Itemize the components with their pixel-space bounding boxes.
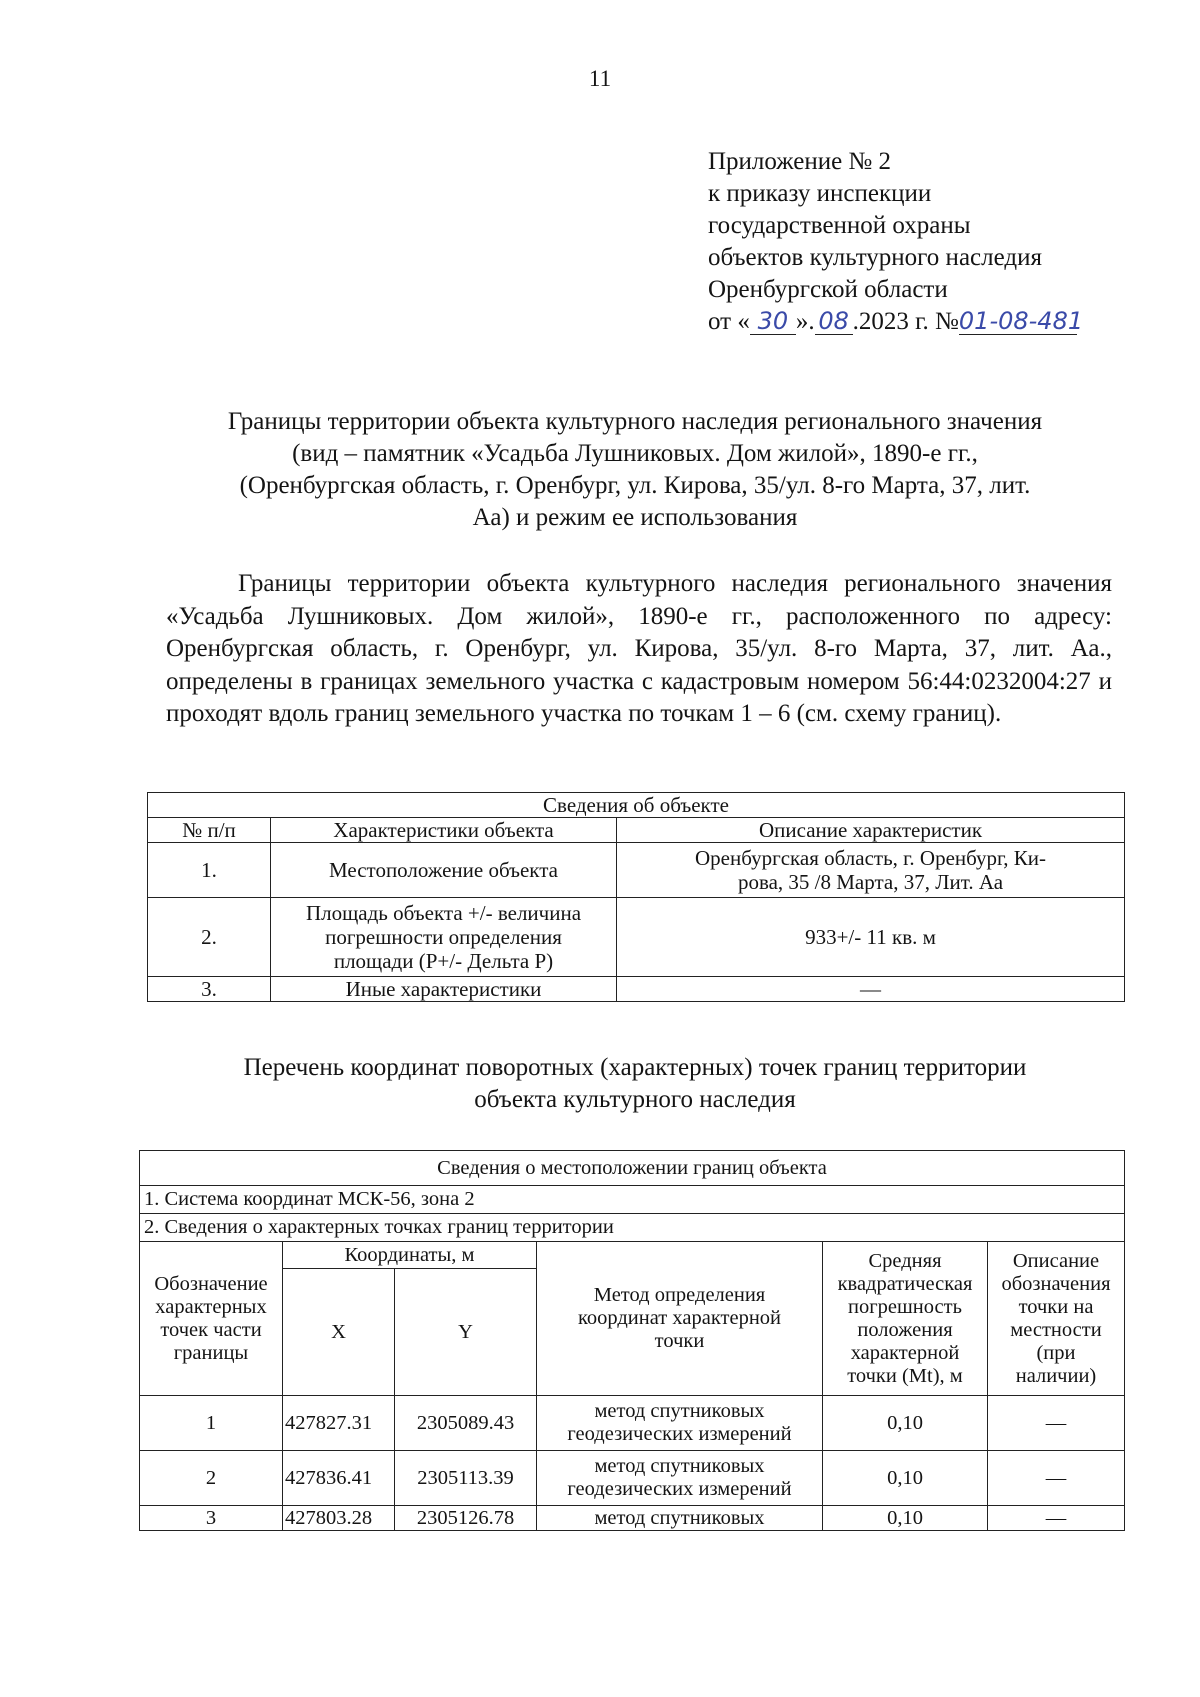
object-header-number: № п/п: [148, 818, 271, 843]
table-row: [140, 1451, 1125, 1506]
object-header-characteristics: Характеристики объекта: [271, 818, 617, 843]
title-line-2: (вид – памятник «Усадьба Лушниковых. Дом жилой», 1890-е гг.,: [292, 440, 978, 467]
row-characteristic: Иные характеристики: [271, 977, 617, 1002]
row-number: 3.: [148, 977, 271, 1002]
date-prefix: от «: [708, 308, 750, 335]
table-row: [148, 977, 1125, 1002]
object-header-description: Описание характеристик: [617, 818, 1125, 843]
point-x: 427836.41: [283, 1451, 395, 1506]
date-month: 08: [815, 308, 853, 335]
row-number: 2.: [148, 898, 271, 977]
object-table-caption: Сведения об объекте: [148, 793, 1125, 818]
point-error: 0,10: [823, 1506, 988, 1531]
points-caption: 2. Сведения о характерных точках границ территории: [140, 1214, 1125, 1242]
title-line-1: Границы территории объекта культурного наследия регионального значения: [227, 408, 1043, 435]
appendix-line-3: государственной охраны: [708, 212, 971, 239]
point-description: —: [988, 1396, 1125, 1451]
row-description: Оренбургская область, г. Оренбург, Ки- рова, 35 /8 Марта, 37, Лит. Аа: [617, 843, 1125, 898]
coordinates-table: [139, 1150, 1125, 1531]
date-day: 30: [750, 308, 796, 335]
point-description: —: [988, 1451, 1125, 1506]
point-y: 2305113.39: [395, 1451, 537, 1506]
point-x: 427827.31: [283, 1396, 395, 1451]
row-characteristic: Площадь объекта +/- величина погрешности определения площади (P+/- Дельта P): [271, 898, 617, 977]
point-error: 0,10: [823, 1451, 988, 1506]
body-paragraph: Границы территории объекта культурного наследия регионального значения «Усадьба Лушниковых. Дом жилой», 1890-е гг., расположенного по адресу: Оренбургская область, г. Оренбург, ул. Кирова, 35/ул. 8-го Марта, 37, лит. Аа., определены в границах земельного участка с кадастровым номером 56:44:0232004:27 и проходят вдоль границ земельного участка по точкам 1 – 6 (см. схему границ).: [166, 570, 1112, 727]
appendix-line-4: объектов культурного наследия: [708, 244, 1042, 271]
appendix-block: [708, 146, 1084, 338]
table-row: [148, 898, 1125, 977]
header-point-description: Описание обозначения точки на местности (при наличии): [988, 1242, 1125, 1396]
coordinate-system: 1. Система координат МСК-56, зона 2: [140, 1186, 1125, 1214]
appendix-line-1: Приложение № 2: [708, 148, 892, 175]
row-description: 933+/- 11 кв. м: [617, 898, 1125, 977]
point-number: 1: [140, 1396, 283, 1451]
point-number: 3: [140, 1506, 283, 1531]
table-row: [140, 1396, 1125, 1451]
coordinates-list-title: [150, 1052, 1120, 1116]
table-row: [140, 1506, 1125, 1531]
header-y: Y: [395, 1269, 537, 1396]
appendix-line-2: к приказу инспекции: [708, 180, 932, 207]
header-method: Метод определения координат характерной точки: [537, 1242, 823, 1396]
page-number: 11: [588, 66, 612, 91]
title-line-3: (Оренбургская область, г. Оренбург, ул. Кирова, 35/ул. 8-го Марта, 37, лит.: [239, 472, 1031, 499]
header-coordinates: Координаты, м: [283, 1242, 537, 1269]
point-method: метод спутниковых: [537, 1506, 823, 1531]
point-y: 2305089.43: [395, 1396, 537, 1451]
document-title: [150, 406, 1120, 534]
coords-table-caption: Сведения о местоположении границ объекта: [140, 1151, 1125, 1186]
point-method: метод спутниковых геодезических измерений: [537, 1396, 823, 1451]
appendix-line-5: Оренбургской области: [708, 276, 948, 303]
date-mid: ».: [795, 308, 815, 335]
header-designation: Обозначение характерных точек части границы: [140, 1242, 283, 1396]
object-info-table: [147, 792, 1125, 1002]
list-title-line-2: объекта культурного наследия: [474, 1086, 796, 1113]
title-line-4: Аа) и режим ее использования: [472, 504, 798, 531]
point-x: 427803.28: [283, 1506, 395, 1531]
row-number: 1.: [148, 843, 271, 898]
appendix-date-line: [708, 306, 1084, 338]
row-description: —: [617, 977, 1125, 1002]
point-description: —: [988, 1506, 1125, 1531]
order-number: 01-08-481: [958, 307, 1084, 335]
point-error: 0,10: [823, 1396, 988, 1451]
point-y: 2305126.78: [395, 1506, 537, 1531]
list-title-line-1: Перечень координат поворотных (характерных) точек границ территории: [243, 1054, 1027, 1081]
row-characteristic: Местоположение объекта: [271, 843, 617, 898]
header-error: Средняя квадратическая погрешность положения характерной точки (Mt), м: [823, 1242, 988, 1396]
table-row: [148, 843, 1125, 898]
date-suffix: .2023 г. №: [852, 308, 959, 335]
header-x: X: [283, 1269, 395, 1396]
point-number: 2: [140, 1451, 283, 1506]
point-method: метод спутниковых геодезических измерений: [537, 1451, 823, 1506]
